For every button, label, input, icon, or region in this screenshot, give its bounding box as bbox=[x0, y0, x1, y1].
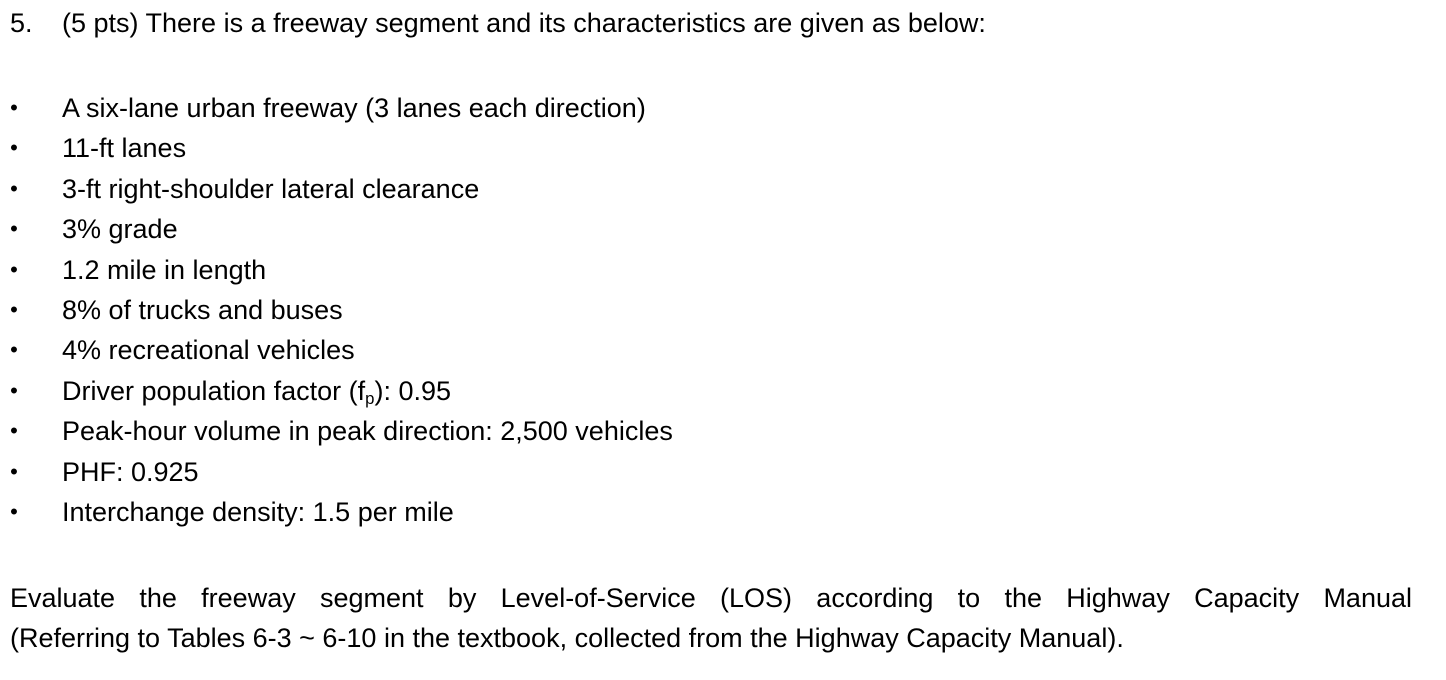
list-item-text: PHF: 0.925 bbox=[62, 456, 199, 487]
list-item-text: A six-lane urban freeway (3 lanes each direction) bbox=[62, 93, 646, 123]
list-item-text: 1.2 mile in length bbox=[62, 254, 267, 285]
closing-instruction bbox=[10, 578, 1412, 658]
bullet-icon: • bbox=[10, 175, 18, 201]
bullet-icon: • bbox=[10, 135, 18, 161]
bullet-icon: • bbox=[10, 418, 18, 444]
list-item-text: 8% of trucks and buses bbox=[62, 294, 343, 325]
bullet-icon: • bbox=[10, 377, 18, 403]
driver-factor-value: ): 0.95 bbox=[374, 375, 451, 406]
list-item-text: Interchange density: 1.5 per mile bbox=[62, 496, 454, 527]
list-item-text: 3-ft right-shoulder lateral clearance bbox=[62, 173, 480, 204]
bullet-icon: • bbox=[10, 458, 18, 484]
question-number: 5. bbox=[10, 8, 33, 38]
bullet-icon: • bbox=[10, 95, 18, 120]
driver-factor-subscript: p bbox=[365, 388, 375, 408]
driver-factor-text: Driver population factor (f bbox=[62, 375, 366, 406]
bullet-icon: • bbox=[10, 337, 18, 363]
bullet-icon: • bbox=[10, 256, 18, 282]
list-item-text: 3% grade bbox=[62, 214, 178, 245]
question-prompt: (5 pts) There is a freeway segment and its characteristics are given as below: bbox=[62, 8, 986, 38]
list-item-text: Peak-hour volume in peak direction: 2,500 vehicles bbox=[62, 416, 673, 447]
closing-line-1: Evaluate the freeway segment by Level-of-Service (LOS) according to the Highway Capacity Manual bbox=[10, 583, 1412, 613]
list-item-text: 11-ft lanes bbox=[62, 133, 187, 164]
list-item-text bbox=[62, 371, 451, 411]
list-item-text: 4% recreational vehicles bbox=[62, 335, 355, 366]
question-header bbox=[10, 8, 986, 39]
bullet-icon: • bbox=[10, 216, 18, 242]
bullet-icon: • bbox=[10, 498, 18, 524]
closing-line-2: (Referring to Tables 6-3 ~ 6-10 in the textbook, collected from the Highway Capacity Manual). bbox=[10, 623, 1124, 653]
bullet-icon: • bbox=[10, 296, 18, 322]
